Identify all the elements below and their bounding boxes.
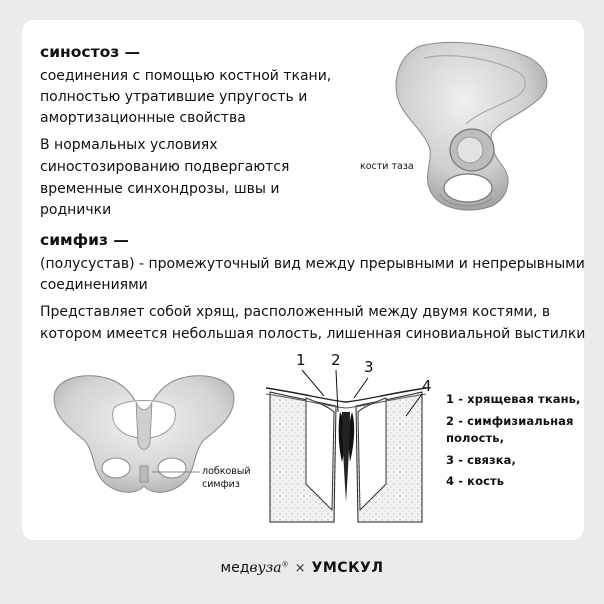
diagram-number-3: 3 — [364, 358, 374, 376]
pelvis-label-line-1: лобковый — [202, 466, 251, 477]
brand-medvuza: медвуза® — [220, 560, 289, 576]
symphysis-heading: симфиз — — [40, 231, 129, 249]
symphysis-definition-line-2: соединениями — [40, 277, 148, 293]
synostosis-definition-line-2: полностью утратившие упругость и — [40, 89, 308, 105]
footer-brands — [0, 560, 604, 576]
diagram-number-2: 2 — [331, 351, 341, 369]
diagram-number-4: 4 — [422, 377, 432, 395]
diagram-number-1: 1 — [296, 351, 306, 369]
synostosis-note-line-2: синостозированию подвергаются — [40, 159, 290, 175]
symphysis-definition-line-1: (полусустав) - промежуточный вид между прерывными и непрерывными — [40, 256, 585, 272]
synostosis-definition-line-3: амортизационные свойства — [40, 110, 246, 126]
symphysis-diagram — [266, 350, 446, 525]
legend-line-2: 2 - симфизиальная — [446, 414, 574, 428]
legend-line-3: полость, — [446, 431, 505, 445]
legend-line-1: 1 - хрящевая ткань, — [446, 392, 581, 406]
legend-line-5: 4 - кость — [446, 474, 505, 488]
brand-separator: × — [294, 561, 306, 576]
hip-bone-label: кости таза — [360, 161, 414, 172]
synostosis-definition-line-1: соединения с помощью костной ткани, — [40, 68, 332, 84]
synostosis-note-line-1: В нормальных условиях — [40, 137, 218, 153]
symphysis-description-line-2: котором имеется небольшая полость, лишенная синовиальной выстилки — [40, 326, 586, 342]
symphysis-description-line-1: Представляет собой хрящ, расположенный между двумя костями, в — [40, 304, 551, 320]
synostosis-note-line-4: роднички — [40, 202, 112, 218]
pelvis-label-line-2: симфиз — [202, 479, 240, 490]
brand-umskul: УМСКУЛ — [311, 560, 384, 576]
synostosis-heading: синостоз — — [40, 43, 141, 61]
legend-line-4: 3 - связка, — [446, 453, 516, 467]
hip-bone-illustration — [380, 38, 560, 216]
synostosis-note-line-3: временные синхондрозы, швы и — [40, 181, 280, 197]
